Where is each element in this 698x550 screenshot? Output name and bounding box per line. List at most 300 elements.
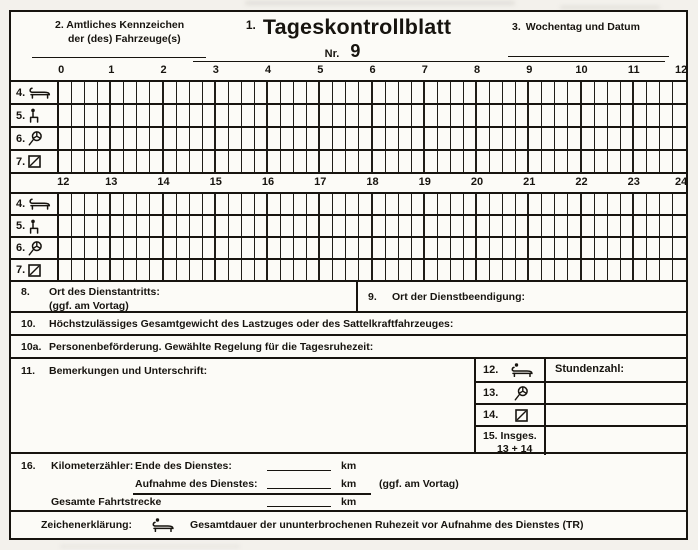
- quarter-hour-cell: [451, 105, 464, 126]
- quarter-hour-cell: [529, 238, 542, 258]
- hour-label: 21: [523, 176, 536, 188]
- quarter-hour-cell: [190, 216, 203, 236]
- quarter-hour-cell: [386, 151, 399, 172]
- field-number: 10a.: [21, 341, 42, 353]
- quarter-hour-cell: [346, 194, 359, 214]
- quarter-hour-cell: [333, 82, 346, 103]
- quarter-hour-cell: [582, 151, 595, 172]
- quarter-hour-cell: [595, 151, 608, 172]
- quarter-hour-cell: [124, 216, 137, 236]
- passenger-transport-field: [11, 334, 686, 357]
- km-unit: km: [341, 478, 357, 490]
- km-unit: km: [341, 496, 357, 508]
- bed-icon: [28, 87, 52, 99]
- quarter-hour-cell: [582, 105, 595, 126]
- quarter-hour-cell: [647, 151, 660, 172]
- quarter-hour-cell: [85, 194, 98, 214]
- quarter-hour-cell: [124, 82, 137, 103]
- quarter-hour-cell: [386, 238, 399, 258]
- hour-label: 3: [212, 64, 219, 76]
- hour-label: 20: [470, 176, 484, 188]
- field-number: 5.: [16, 220, 26, 232]
- quarter-hour-cell: [98, 194, 111, 214]
- odometer-label: Kilometerzähler:: [51, 460, 134, 472]
- quarter-hour-cell: [660, 216, 673, 236]
- field-number: 4.: [16, 198, 26, 210]
- quarter-hour-cell: [320, 151, 333, 172]
- quarter-hour-cell: [268, 128, 281, 149]
- time-grid-row: [11, 192, 686, 214]
- quarter-hour-cell: [150, 216, 163, 236]
- quarter-hour-cell: [647, 260, 660, 280]
- quarter-hour-cell: [320, 128, 333, 149]
- scan-artifact: [245, 1, 515, 5]
- hour-label: 15: [209, 176, 222, 188]
- quarter-hour-cell: [346, 238, 359, 258]
- quarter-hour-cell: [190, 128, 203, 149]
- quarter-hour-cell: [294, 151, 307, 172]
- quarter-hour-cell: [346, 151, 359, 172]
- quarter-hour-cell: [477, 194, 490, 214]
- quarter-hour-cell: [555, 128, 568, 149]
- quarter-hour-cell: [542, 105, 555, 126]
- quarter-hour-cell: [621, 238, 634, 258]
- quarter-hour-cell: [582, 216, 595, 236]
- quarter-hour-cell: [307, 260, 320, 280]
- quarter-hour-cell: [177, 260, 190, 280]
- quarter-hour-cell: [451, 238, 464, 258]
- crossed-square-icon: [28, 155, 41, 168]
- sheet-number: 9: [350, 41, 361, 61]
- quarter-hour-cell: [346, 82, 359, 103]
- quarter-hour-cell: [255, 105, 268, 126]
- quarter-hour-cell: [177, 194, 190, 214]
- quarter-hour-cell: [294, 238, 307, 258]
- quarter-hour-cell: [503, 260, 516, 280]
- quarter-hour-cell: [451, 260, 464, 280]
- quarter-hour-cell: [373, 82, 386, 103]
- quarter-hour-cell: [72, 128, 85, 149]
- quarter-hour-cell: [177, 105, 190, 126]
- quarter-hour-cell: [255, 260, 268, 280]
- quarter-hour-cell: [451, 128, 464, 149]
- field-number: 5.: [16, 109, 26, 122]
- quarter-hour-cell: [124, 128, 137, 149]
- remarks-row: [11, 357, 686, 455]
- hours-value-cell: [546, 427, 686, 455]
- hour-label: 12: [674, 64, 688, 76]
- quarter-hour-cell: [137, 194, 150, 214]
- quarter-hour-cell: [621, 105, 634, 126]
- quarter-hour-cell: [634, 194, 647, 214]
- quarter-hour-cell: [529, 105, 542, 126]
- total-label: Insges.: [500, 430, 537, 442]
- quarter-hour-cell: [529, 260, 542, 280]
- time-grid-row: [11, 236, 686, 258]
- quarter-hour-cell: [320, 82, 333, 103]
- quarter-hour-cell: [268, 194, 281, 214]
- hour-label: 19: [418, 176, 431, 188]
- quarter-hour-cell: [555, 82, 568, 103]
- quarter-hour-cell: [438, 105, 451, 126]
- hour-label: 8: [473, 64, 481, 76]
- vehicle-plate-field: [55, 19, 184, 46]
- quarter-hour-cell: [333, 216, 346, 236]
- quarter-hour-cell: [399, 105, 412, 126]
- crossed-square-icon: [507, 409, 544, 422]
- quarter-hour-cell: [177, 216, 190, 236]
- quarter-hour-cell: [647, 238, 660, 258]
- quarter-hour-cell: [373, 216, 386, 236]
- total-distance-blank: [267, 495, 331, 507]
- steering-wheel-icon: [28, 241, 43, 256]
- quarter-hour-cell: [229, 238, 242, 258]
- quarter-hour-cell: [438, 151, 451, 172]
- quarter-hour-cell: [490, 260, 503, 280]
- quarter-hour-cell: [216, 82, 229, 103]
- field-number: 4.: [16, 86, 26, 99]
- quarter-hour-cell: [634, 260, 647, 280]
- quarter-hour-cell: [582, 238, 595, 258]
- quarter-hour-cell: [660, 105, 673, 126]
- quarter-hour-cell: [85, 260, 98, 280]
- quarter-hour-cell: [477, 128, 490, 149]
- quarter-hour-cell: [164, 105, 177, 126]
- quarter-hour-cell: [320, 238, 333, 258]
- quarter-hour-cell: [621, 260, 634, 280]
- hours-value-cell: [546, 383, 686, 403]
- quarter-hour-cell: [464, 238, 477, 258]
- quarter-hour-cell: [59, 105, 72, 126]
- hour-scale-top: [11, 62, 686, 80]
- hour-label: 11: [627, 64, 640, 76]
- quarter-hour-cell: [477, 238, 490, 258]
- quarter-hour-cell: [72, 260, 85, 280]
- quarter-hour-cell: [307, 151, 320, 172]
- quarter-hour-cell: [386, 260, 399, 280]
- start-of-service-blank: [267, 477, 331, 489]
- total-distance-label: Gesamte Fahrtstrecke: [51, 496, 162, 508]
- quarter-hour-cell: [203, 216, 216, 236]
- hour-label: 5: [317, 64, 324, 76]
- quarter-hour-cell: [307, 105, 320, 126]
- summary-total-cell: [476, 427, 546, 455]
- quarter-hour-cell: [294, 82, 307, 103]
- quarter-hour-cell: [582, 260, 595, 280]
- quarter-hour-cell: [164, 128, 177, 149]
- quarter-hour-cell: [399, 260, 412, 280]
- legend-row: [11, 510, 686, 538]
- quarter-hour-cell: [111, 151, 124, 172]
- quarter-hour-cell: [150, 82, 163, 103]
- quarter-hour-cell: [59, 151, 72, 172]
- quarter-hour-cell: [320, 260, 333, 280]
- quarter-hour-cell: [72, 151, 85, 172]
- quarter-hour-cell: [673, 260, 686, 280]
- quarter-hour-cell: [490, 128, 503, 149]
- quarter-hour-cell: [59, 216, 72, 236]
- quarter-hour-cell: [59, 194, 72, 214]
- quarter-hour-cell: [412, 105, 425, 126]
- quarter-hour-cell: [216, 194, 229, 214]
- quarter-hour-cell: [425, 194, 438, 214]
- quarter-hour-cell: [412, 216, 425, 236]
- quarter-hour-cell: [164, 238, 177, 258]
- quarter-hour-cell: [242, 216, 255, 236]
- time-grid-row: [11, 149, 686, 172]
- start-location-label: Ort des Dienstantritts:: [49, 286, 160, 298]
- hour-label: 22: [575, 176, 588, 188]
- quarter-hour-cell: [294, 260, 307, 280]
- quarter-hour-cell: [72, 82, 85, 103]
- quarter-hour-cell: [503, 128, 516, 149]
- tageskontrollblatt-form: [9, 10, 688, 540]
- quarter-hour-cell: [242, 82, 255, 103]
- max-weight-label: Höchstzulässiges Gesamtgewicht des Lastzuges oder des Sattelkraftfahrzeuges:: [49, 318, 454, 330]
- quarter-hour-cell: [399, 238, 412, 258]
- odometer-row: [11, 452, 686, 510]
- weekday-date-label: Wochentag und Datum: [525, 21, 640, 33]
- quarter-hour-cell: [673, 105, 686, 126]
- quarter-hour-cell: [438, 128, 451, 149]
- quarter-hour-cell: [464, 128, 477, 149]
- quarter-hour-cell: [255, 194, 268, 214]
- quarter-hour-cell: [608, 216, 621, 236]
- quarter-hour-cell: [150, 105, 163, 126]
- field-number: 3.: [512, 21, 521, 33]
- quarter-hour-cell: [542, 151, 555, 172]
- quarter-hour-cell: [72, 105, 85, 126]
- quarter-hour-cell: [137, 82, 150, 103]
- field-number: 13.: [483, 387, 499, 399]
- quarter-hour-cell: [203, 82, 216, 103]
- crossed-square-icon: [28, 264, 41, 277]
- quarter-hour-cell: [72, 194, 85, 214]
- quarter-hour-cell: [373, 128, 386, 149]
- quarter-hour-cell: [190, 82, 203, 103]
- quarter-hour-cell: [333, 194, 346, 214]
- quarter-hour-cell: [490, 105, 503, 126]
- field-number: 16.: [21, 460, 36, 472]
- quarter-hour-cell: [451, 82, 464, 103]
- quarter-hour-cell: [595, 194, 608, 214]
- hour-label: 12: [57, 176, 70, 188]
- quarter-hour-cell: [412, 238, 425, 258]
- quarter-hour-cell: [111, 260, 124, 280]
- quarter-hour-cell: [634, 105, 647, 126]
- summary-row-15: [476, 425, 686, 455]
- quarter-hour-cell: [608, 238, 621, 258]
- scan-artifact: [60, 545, 240, 548]
- quarter-hour-cell: [529, 216, 542, 236]
- quarter-hour-cell: [307, 194, 320, 214]
- quarter-hour-cell: [373, 105, 386, 126]
- quarter-hour-cell: [333, 260, 346, 280]
- hour-label: 2: [160, 64, 167, 76]
- quarter-hour-cell: [660, 194, 673, 214]
- quarter-hour-cell: [229, 151, 242, 172]
- quarter-hour-cell: [555, 194, 568, 214]
- quarter-hour-cell: [359, 105, 372, 126]
- quarter-hour-cell: [503, 82, 516, 103]
- quarter-hour-cell: [412, 82, 425, 103]
- quarter-hour-cell: [621, 194, 634, 214]
- quarter-hour-cell: [124, 238, 137, 258]
- row-label-cell: [11, 105, 59, 126]
- quarter-hour-cell: [98, 151, 111, 172]
- form-header: [11, 12, 686, 62]
- quarter-hour-cell: [529, 128, 542, 149]
- quarter-hour-cell: [490, 238, 503, 258]
- seated-person-icon: [28, 108, 41, 123]
- quarter-hour-cell: [281, 105, 294, 126]
- quarter-hour-cell: [124, 105, 137, 126]
- quarter-hour-cell: [542, 238, 555, 258]
- remarks-field: [21, 365, 207, 377]
- quarter-hour-cell: [137, 216, 150, 236]
- hours-summary-table: [474, 359, 686, 455]
- quarter-hour-cell: [137, 151, 150, 172]
- quarter-hour-cell: [425, 151, 438, 172]
- quarter-hour-cell: [464, 194, 477, 214]
- quarter-hour-cell: [294, 194, 307, 214]
- field-number: 12.: [483, 364, 499, 376]
- quarter-hour-cell: [373, 194, 386, 214]
- quarter-hour-cell: [346, 216, 359, 236]
- quarter-hour-cell: [268, 216, 281, 236]
- legend-label: Zeichenerklärung:: [41, 519, 133, 531]
- quarter-hour-cell: [503, 105, 516, 126]
- quarter-hour-cell: [464, 105, 477, 126]
- quarter-hour-cell: [359, 238, 372, 258]
- quarter-hour-cell: [555, 216, 568, 236]
- quarter-hour-cell: [72, 238, 85, 258]
- quarter-hour-cell: [177, 238, 190, 258]
- end-of-service-label: Ende des Dienstes:: [135, 460, 232, 472]
- quarter-hour-cell: [255, 216, 268, 236]
- quarter-hour-cell: [359, 82, 372, 103]
- quarter-hour-cell: [307, 82, 320, 103]
- time-grid-row: [11, 103, 686, 126]
- quarter-hour-cell: [412, 260, 425, 280]
- quarter-hour-cell: [203, 260, 216, 280]
- quarter-hour-cell: [164, 151, 177, 172]
- quarter-hour-cell: [503, 151, 516, 172]
- quarter-hour-cell: [111, 105, 124, 126]
- quarter-hour-cell: [568, 105, 581, 126]
- quarter-hour-cell: [268, 238, 281, 258]
- remarks-label: Bemerkungen und Unterschrift:: [49, 365, 208, 377]
- quarter-hour-cell: [242, 194, 255, 214]
- quarter-hour-cell: [477, 105, 490, 126]
- steering-wheel-icon: [28, 131, 43, 146]
- quarter-hour-cell: [542, 260, 555, 280]
- hour-label: 13: [105, 176, 118, 188]
- quarter-hour-cell: [85, 238, 98, 258]
- quarter-hour-cell: [216, 151, 229, 172]
- hour-label: 9: [526, 64, 533, 76]
- passenger-transport-label: Personenbeförderung. Gewählte Regelung für die Tagesruhezeit:: [49, 341, 374, 353]
- quarter-hour-cell: [150, 238, 163, 258]
- quarter-hour-cell: [137, 260, 150, 280]
- quarter-hour-cell: [568, 216, 581, 236]
- time-grid-row: [11, 258, 686, 280]
- quarter-hour-cell: [242, 260, 255, 280]
- quarter-hour-cell: [555, 260, 568, 280]
- quarter-hour-cell: [477, 82, 490, 103]
- quarter-hour-cell: [582, 128, 595, 149]
- hour-label: 4: [264, 64, 272, 76]
- row-label-cell: [11, 194, 59, 214]
- quarter-hour-cell: [464, 216, 477, 236]
- title-number: 1.: [245, 18, 256, 32]
- row-label-cell: [11, 216, 59, 236]
- quarter-hour-cell: [137, 238, 150, 258]
- quarter-hour-cell: [660, 151, 673, 172]
- field-number: 15.: [483, 430, 498, 442]
- quarter-hour-cell: [386, 105, 399, 126]
- quarter-hour-cell: [333, 105, 346, 126]
- quarter-hour-cell: [516, 82, 529, 103]
- quarter-hour-cell: [673, 151, 686, 172]
- quarter-hour-cell: [595, 260, 608, 280]
- quarter-hour-cell: [634, 238, 647, 258]
- quarter-hour-cell: [307, 128, 320, 149]
- quarter-hour-cell: [608, 194, 621, 214]
- quarter-hour-cell: [59, 82, 72, 103]
- quarter-hour-cell: [229, 194, 242, 214]
- quarter-hour-cell: [425, 105, 438, 126]
- quarter-hour-cell: [529, 194, 542, 214]
- quarter-hour-cell: [608, 151, 621, 172]
- quarter-hour-cell: [634, 128, 647, 149]
- quarter-hour-cell: [464, 151, 477, 172]
- quarter-hour-cell: [255, 128, 268, 149]
- quarter-hour-cell: [281, 151, 294, 172]
- quarter-hour-cell: [281, 128, 294, 149]
- quarter-hour-cell: [203, 238, 216, 258]
- quarter-hour-cell: [359, 128, 372, 149]
- quarter-hour-cell: [386, 194, 399, 214]
- quarter-hour-cell: [268, 151, 281, 172]
- quarter-hour-cell: [399, 216, 412, 236]
- row-label-cell: [11, 82, 59, 103]
- hour-label: 0: [58, 64, 65, 76]
- end-of-service-blank: [267, 459, 331, 471]
- quarter-hour-cell: [150, 151, 163, 172]
- hour-label: 7: [421, 64, 428, 76]
- quarter-hour-cell: [242, 238, 255, 258]
- field-number: 7.: [16, 264, 26, 276]
- quarter-hour-cell: [150, 128, 163, 149]
- quarter-hour-cell: [98, 216, 111, 236]
- quarter-hour-cell: [59, 238, 72, 258]
- seated-person-icon: [28, 219, 41, 234]
- quarter-hour-cell: [320, 105, 333, 126]
- subtraction-rule: [133, 493, 371, 495]
- quarter-hour-cell: [359, 151, 372, 172]
- vehicle-plate-label-line1: Amtliches Kennzeichen: [66, 19, 185, 31]
- quarter-hour-cell: [242, 105, 255, 126]
- quarter-hour-cell: [164, 194, 177, 214]
- hour-scale-bottom: [11, 174, 686, 192]
- quarter-hour-cell: [490, 151, 503, 172]
- quarter-hour-cell: [294, 216, 307, 236]
- quarter-hour-cell: [111, 82, 124, 103]
- quarter-hour-cell: [190, 260, 203, 280]
- form-title-block: [246, 15, 451, 62]
- quarter-hour-cell: [59, 260, 72, 280]
